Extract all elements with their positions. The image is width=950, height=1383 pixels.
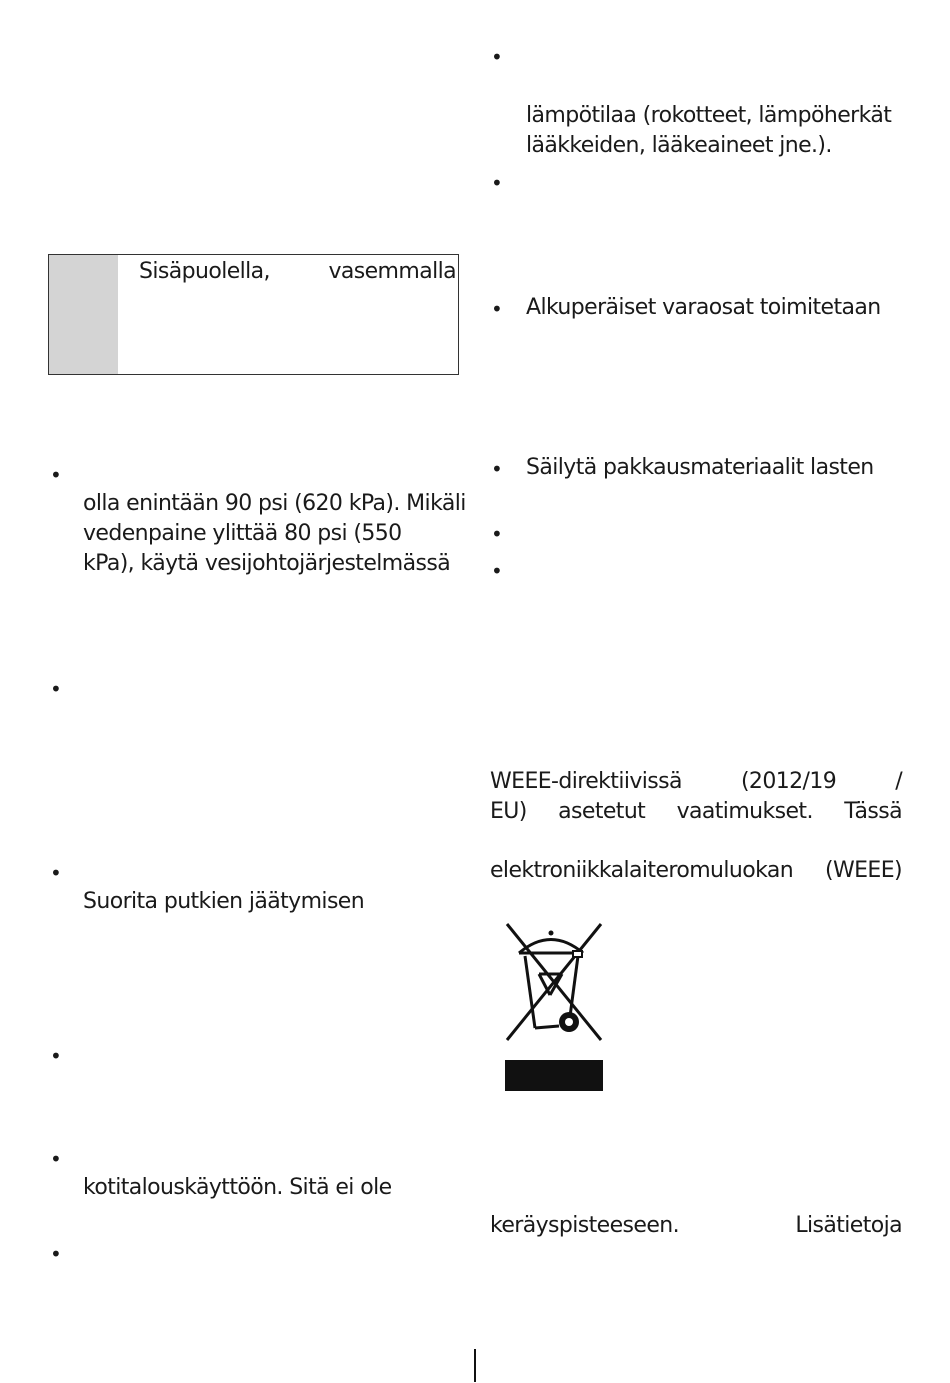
freeze-line-1: Suorita putkien jäätymisen [83,889,365,914]
crossed-out-wheeled-bin-icon [503,920,607,1050]
water-pressure-line-3: kPa), käytä vesijohtojärjestelmässä [83,551,451,576]
bullet-marker: • [491,522,503,546]
bullet-marker: • [491,45,503,69]
bullet-marker: • [491,171,503,195]
household-line-1: kotitalouskäyttöön. Sitä ei ole [83,1175,392,1200]
water-pressure-line-1: olla enintään 90 psi (620 kPa). Mikäli [83,491,466,516]
note-text: Sisäpuolella, vasemmalla [139,259,456,284]
bullet-marker: • [491,297,503,321]
page-center-mark [474,1349,476,1382]
packaging-text: Säilytä pakkausmateriaalit lasten [526,455,874,480]
spare-parts-text: Alkuperäiset varaosat toimitetaan [526,295,881,320]
bullet-marker: • [50,677,62,701]
water-pressure-line-2: vedenpaine ylittää 80 psi (550 [83,521,402,546]
weee-line-1: WEEE-direktiivissä (2012/19 / [490,769,902,794]
bullet-marker: • [50,1147,62,1171]
weee-black-bar [505,1060,603,1091]
temperature-line-1: lämpötilaa (rokotteet, lämpöherkät [526,103,892,128]
weee-line-2: EU) asetetut vaatimukset. Tässä [490,799,902,824]
bullet-marker: • [50,861,62,885]
weee-line-3: elektroniikkalaiteromuluokan (WEEE) [490,858,902,883]
note-grey-panel [49,255,118,374]
bullet-marker: • [50,463,62,487]
weee-line-4: keräyspisteeseen. Lisätietoja [490,1213,902,1238]
bullet-marker: • [50,1242,62,1266]
bullet-marker: • [491,457,503,481]
bullet-marker: • [50,1044,62,1068]
bullet-marker: • [491,559,503,583]
temperature-line-2: lääkkeiden, lääkeaineet jne.). [526,133,832,158]
